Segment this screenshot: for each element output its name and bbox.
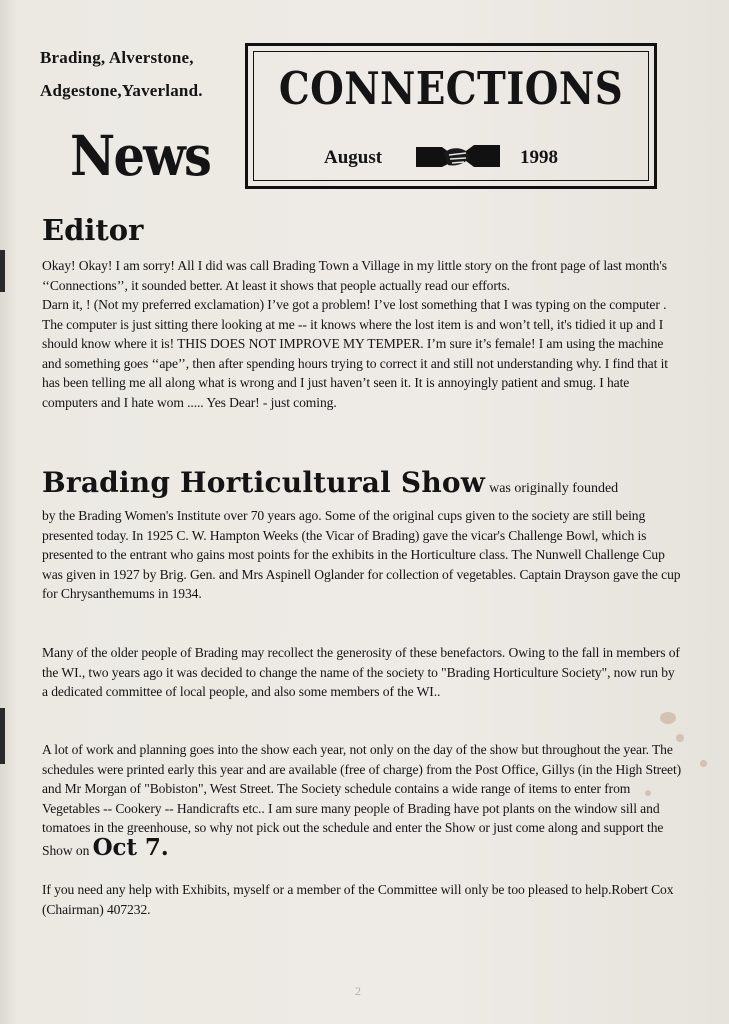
binding-mark <box>0 708 5 764</box>
show-date: Oct 7. <box>92 833 169 861</box>
show-paragraph-3-block <box>42 740 682 860</box>
news-wordmark: News <box>70 123 211 188</box>
paper-stain <box>700 760 707 767</box>
show-heading: Brading Horticultural Show <box>42 466 486 499</box>
handshake-icon <box>416 139 500 173</box>
show-heading-line <box>42 466 702 499</box>
issue-year: 1998 <box>520 147 558 168</box>
show-paragraph-2: Many of the older people of Brading may recollect the generosity of these benefactors. Owing to the fall in members of the WI., two years ago it was decided to change the name of the society to "Brading Horticulture Society", now run by a dedicated committee of local people, and also some members of the WI.. <box>42 645 680 699</box>
page-number: 2 <box>355 984 361 998</box>
editor-paragraph-1: Okay! Okay! I am sorry! All I did was call Brading Town a Village in my little story on the front page of last month's ‘‘Connections’’, it sounded better. At least it shows that people actually read our efforts. <box>42 258 667 293</box>
places-line-1: Brading, Alverstone, <box>40 48 194 67</box>
paper-stain <box>660 712 676 724</box>
show-paragraph-4: If you need any help with Exhibits, myself or a member of the Committee will only be too pleased to help.Robert Cox (Chairman) 407232. <box>42 882 674 917</box>
editor-article <box>42 256 682 412</box>
show-paragraph-1: by the Brading Women's Institute over 70 years ago. Some of the original cups given to the society are still being presented today. In 1925 C. W. Hampton Weeks (the Vicar of Brading) gave the vicar's Challenge Bowl, which is presented to the entrant who gains most points for the exhibits in the Horticulture class. The Nunwell Challenge Cup was given in 1927 by Brig. Gen. and Mrs Aspinell Oglander for collection of vegetables. Captain Drayson gave the cup for Chrysanthemums in 1934. <box>42 508 681 601</box>
show-heading-tail: was originally founded <box>489 481 619 496</box>
editor-paragraph-2: Darn it, ! (Not my preferred exclamation) I’ve got a problem! I’ve lost something that I was typing on the computer . The computer is just sitting there looking at me -- it knows where the lost item is and won’t tell, it's tidied it up and I should know where it is! THIS DOES NOT IMPROVE MY TEMPER. I’m sure it’s female! I am using the machine and something goes ‘‘ape’’, then after spending hours trying to correct it and still not understanding why. I find that it has been telling me all along what is wrong and I just haven’t seen it. It is annoyingly patient and smug. I hate computers and I hate wom ..... Yes Dear! - just coming. <box>42 297 668 410</box>
places-line-2: Adgestone,Yaverland. <box>40 81 203 100</box>
editor-heading: Editor <box>42 213 144 247</box>
show-paragraph-3: A lot of work and planning goes into the show each year, not only on the day of the show but throughout the year. The schedules were printed early this year and are available (free of charge) from the Post Office, Gillys (in the High Street) and Mr Morgan of "Bobiston", West Street. The Society schedule contains a wide range of items to enter from Vegetables -- Cookery -- Handicrafts etc.. I am sure many people of Brading have pot plants on the window sill and tomatoes in the greenhouse, so why not pick out the schedule and enter the Show or just come along and support the Show on <box>42 742 682 858</box>
masthead-box <box>245 43 657 189</box>
binding-mark <box>0 250 5 292</box>
masthead-title: CONNECTIONS <box>278 62 624 115</box>
issue-month: August <box>324 147 383 168</box>
